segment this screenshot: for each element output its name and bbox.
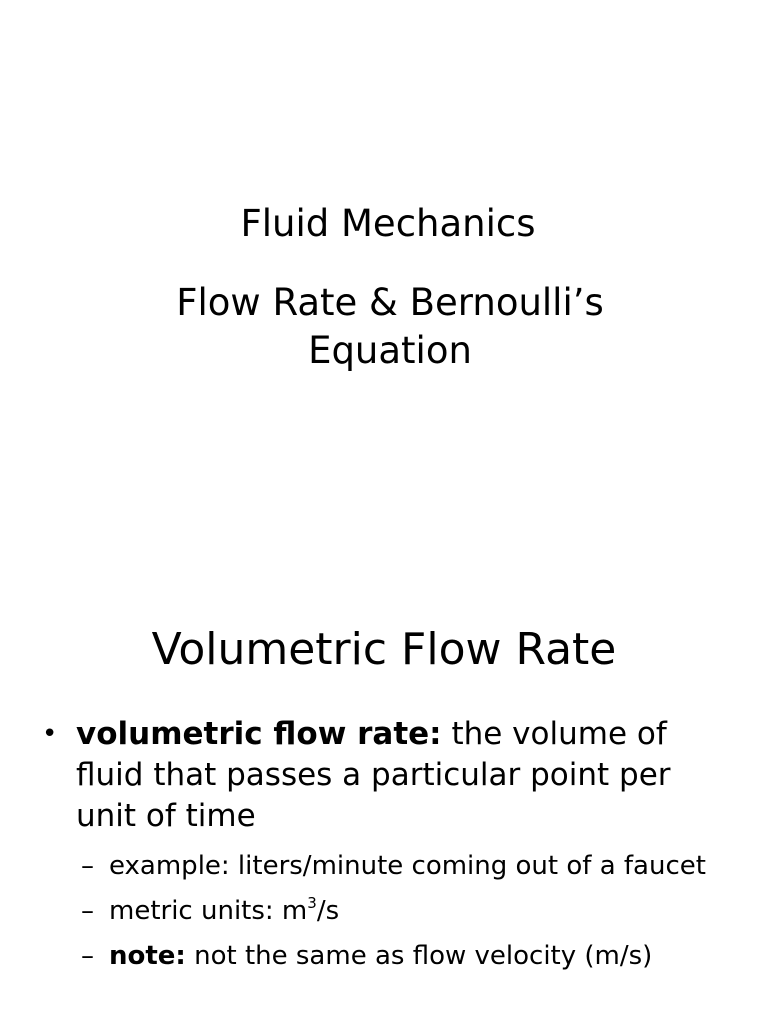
bullet-text: the volume of fluid that passes a particular point per unit of time bbox=[76, 716, 671, 834]
bullet-term: volumetric flow rate: bbox=[76, 716, 442, 752]
sub-bullet-marker: – bbox=[81, 851, 94, 881]
bullet-marker: • bbox=[42, 719, 58, 749]
sub-bullet-1 bbox=[81, 849, 719, 884]
bullet-item-1 bbox=[42, 714, 726, 837]
sub-bullet-marker: – bbox=[81, 941, 94, 971]
sub-bullet-2 bbox=[81, 894, 719, 929]
subtitle-line-2: Equation bbox=[308, 329, 472, 372]
bullet-list bbox=[0, 714, 768, 974]
sub-bullet-text: example: liters/minute coming out of a faucet bbox=[109, 851, 706, 881]
subtitle-line-1: Flow Rate & Bernoulli’s bbox=[176, 281, 604, 324]
sub-bullet-3 bbox=[81, 939, 719, 974]
units-prefix: metric units: m bbox=[109, 896, 308, 926]
sub-bullet-marker: – bbox=[81, 896, 94, 926]
units-suffix: /s bbox=[316, 896, 340, 926]
content-slide-title: Volumetric Flow Rate bbox=[151, 624, 617, 675]
slide-subtitle bbox=[6, 279, 768, 375]
slide-title-main: Fluid Mechanics bbox=[240, 202, 536, 245]
units-exponent: 3 bbox=[307, 894, 317, 912]
note-text: not the same as flow velocity (m/s) bbox=[185, 941, 653, 971]
note-term: note: bbox=[109, 941, 186, 971]
